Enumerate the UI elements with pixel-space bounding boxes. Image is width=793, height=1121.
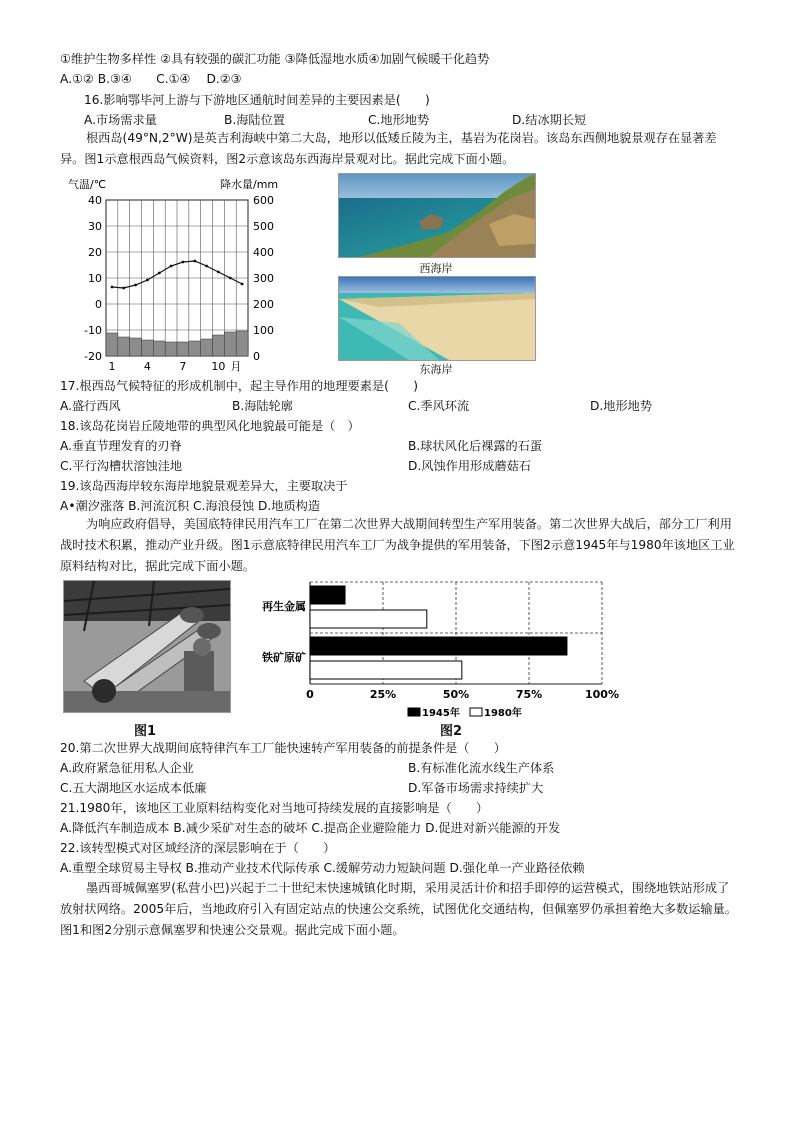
q20-option-b: B.有标准化流水线生产体系 bbox=[408, 761, 555, 775]
q19-stem: 19.该岛西海岸较东海岸地貌景观差异大，主要取决于 bbox=[60, 479, 348, 493]
x-tick: 4 bbox=[143, 360, 151, 373]
q16-option-d: D.结冰期长短 bbox=[512, 113, 587, 127]
q16-option-c: C.地形地势 bbox=[368, 113, 430, 127]
q20-option-d: D.军备市场需求持续扩大 bbox=[408, 781, 544, 795]
category-label: 再生金属 bbox=[262, 600, 306, 613]
q16-stem: 16.影响鄂毕河上游与下游地区通航时间差异的主要因素是( ) bbox=[84, 93, 430, 107]
q16-option-b: B.海陆位置 bbox=[224, 113, 285, 127]
x-tick-label: 75% bbox=[515, 688, 543, 701]
left-tick: 10 bbox=[88, 272, 102, 285]
figure-1-label: 图1 bbox=[133, 724, 157, 739]
q21-options: A.降低汽车制造成本 B.减少采矿对生态的破坏 C.提高企业避险能力 D.促进对新兴能源的开发 bbox=[60, 821, 561, 835]
right-tick: 0 bbox=[253, 350, 260, 363]
left-tick: -10 bbox=[84, 324, 102, 337]
q20-stem: 20.第二次世界大战期间底特律汽车工厂能快速转产军用装备的前提条件是（ ） bbox=[60, 741, 506, 755]
left-tick: 40 bbox=[88, 194, 102, 207]
q22-stem: 22.该转型模式对区域经济的深层影响在于（ ） bbox=[60, 841, 336, 855]
east-coast-caption: 东海岸 bbox=[419, 363, 453, 376]
climate-chart bbox=[60, 174, 300, 374]
q17-option-b: B.海陆轮廓 bbox=[232, 399, 293, 413]
right-tick: 300 bbox=[253, 272, 274, 285]
left-axis-unit: 气温/℃ bbox=[68, 178, 107, 191]
bar bbox=[310, 661, 462, 679]
q17-option-a: A.盛行西风 bbox=[60, 399, 121, 413]
right-tick: 200 bbox=[253, 298, 274, 311]
q20-option-a: A.政府紧急征用私人企业 bbox=[60, 761, 194, 775]
q15-options: A.①② B.③④ C.①④ D.②③ bbox=[60, 72, 242, 86]
right-tick: 600 bbox=[253, 194, 274, 207]
legend-swatch bbox=[470, 708, 482, 716]
q16-option-a: A.市场需求量 bbox=[84, 113, 157, 127]
q17-stem: 17.根西岛气候特征的形成机制中，起主导作用的地理要素是( ) bbox=[60, 379, 418, 393]
legend-label: 1945年 bbox=[422, 708, 460, 719]
left-tick: 0 bbox=[95, 298, 102, 311]
x-axis-unit: 月 bbox=[230, 360, 242, 373]
passage-detroit: 为响应政府倡导，美国底特律民用汽车工厂在第二次世界大战期间转型生产军用装备。第二次世界大战后，部分工厂利用战时技术积累，推动产业升级。图1示意底特律民用汽车工厂为战争提供的军用装备，下图2示意1945年与1980年该地区工业原料结构对比，据此完成下面小题。 bbox=[60, 517, 735, 573]
military-equipment-photo bbox=[63, 580, 231, 713]
bar bbox=[310, 610, 427, 628]
west-coast-caption: 西海岸 bbox=[419, 262, 453, 275]
x-tick-label: 100% bbox=[585, 688, 619, 701]
bar bbox=[310, 637, 567, 655]
east-coast-photo bbox=[338, 276, 536, 361]
legend-label: 1980年 bbox=[484, 708, 522, 719]
x-tick: 1 bbox=[108, 360, 116, 373]
q18-option-b: B.球状风化后裸露的石蛋 bbox=[408, 439, 543, 453]
x-tick-label: 50% bbox=[442, 688, 470, 701]
bar bbox=[310, 586, 345, 604]
q17-option-d: D.地形地势 bbox=[590, 399, 653, 413]
x-tick: 7 bbox=[179, 360, 187, 373]
q22-options: A.重塑全球贸易主导权 B.推动产业技术代际传承 C.缓解劳动力短缺问题 D.强化单一产业路径依赖 bbox=[60, 861, 585, 875]
q17-option-c: C.季风环流 bbox=[408, 399, 470, 413]
raw-material-chart bbox=[240, 578, 620, 720]
passage-mexico-city: 墨西哥城佩塞罗(私营小巴)兴起于二十世纪末快速城镇化时期，采用灵活计价和招手即停的运营模式，围绕地铁站形成了放射状网络。2005年后，当地政府引入有固定站点的快速公交系统，试图优化交通结构，但佩塞罗仍承担着绝大多数运输量。图1和图2分别示意佩塞罗和快速公交景观。据此完成下面小题。 bbox=[60, 881, 737, 937]
left-tick: 30 bbox=[88, 220, 102, 233]
left-tick: 20 bbox=[88, 246, 102, 259]
x-tick: 10 bbox=[211, 360, 226, 373]
passage-guernsey: 根西岛(49°N,2°W)是英吉利海峡中第二大岛，地形以低矮丘陵为主，基岩为花岗岩。该岛东西侧地貌景观存在显著差异。图1示意根西岛气候资料，图2示意该岛东西海岸景观对比。据此完成下面小题。 bbox=[60, 131, 717, 166]
west-coast-photo bbox=[338, 173, 536, 258]
q20-option-c: C.五大湖地区水运成本低廉 bbox=[60, 781, 207, 795]
legend-swatch bbox=[408, 708, 420, 716]
right-tick: 100 bbox=[253, 324, 274, 337]
x-tick-label: 25% bbox=[369, 688, 397, 701]
category-label: 铁矿原矿 bbox=[262, 651, 306, 664]
q18-stem: 18.该岛花岗岩丘陵地带的典型风化地貌最可能是（ ） bbox=[60, 419, 360, 433]
right-axis-unit: 降水量/mm bbox=[220, 178, 279, 191]
figure-2-label: 图2 bbox=[439, 724, 463, 739]
right-tick: 400 bbox=[253, 246, 274, 259]
q18-option-a: A.垂直节理发育的刃脊 bbox=[60, 439, 182, 453]
q15-statements: ①维护生物多样性 ②具有较强的碳汇功能 ③降低湿地水质④加剧气候暖干化趋势 bbox=[60, 52, 490, 66]
x-tick-label: 0 bbox=[306, 688, 314, 701]
right-tick: 500 bbox=[253, 220, 274, 233]
q18-option-c: C.平行沟槽状溶蚀洼地 bbox=[60, 459, 183, 473]
q19-options: A•潮汐涨落 B.河流沉积 C.海浪侵蚀 D.地质构造 bbox=[60, 499, 321, 513]
q18-option-d: D.风蚀作用形成蘑菇石 bbox=[408, 459, 531, 473]
left-tick: -20 bbox=[84, 350, 102, 363]
q21-stem: 21.1980年，该地区工业原料结构变化对当地可持续发展的直接影响是（ ） bbox=[60, 801, 489, 815]
